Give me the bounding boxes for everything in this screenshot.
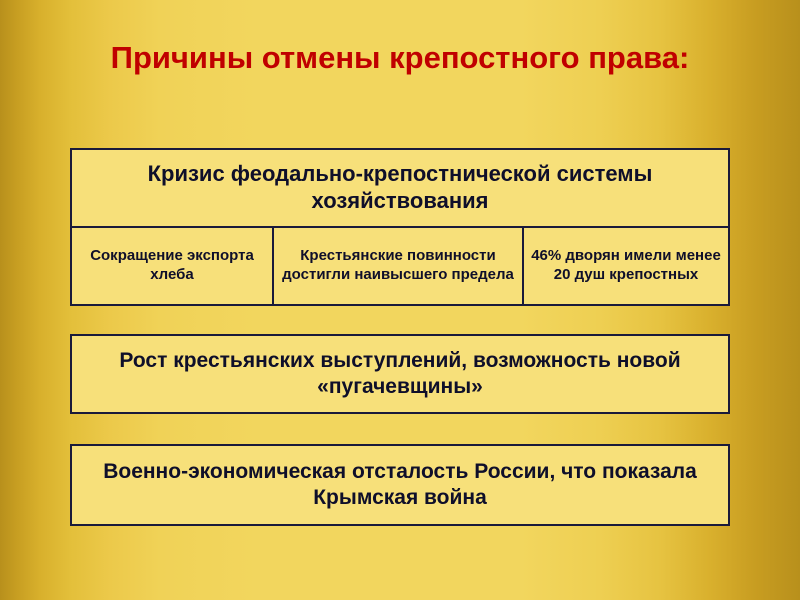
cause-column-3: 46% дворян имели менее 20 душ крепостных: [522, 228, 728, 304]
cause-column-2: Крестьянские повинности достигли наивысшего предела: [272, 228, 522, 304]
reason-block-2: [70, 334, 730, 414]
main-cause-block: [70, 148, 730, 306]
main-cause-columns: [72, 228, 728, 304]
reason-text-3: Военно-экономическая отсталость России, что показала Крымская война: [103, 459, 697, 509]
main-cause-heading: Кризис феодально-крепостнической системы хозяйствования: [72, 150, 728, 228]
cause-column-1: Сокращение экспорта хлеба: [90, 247, 254, 283]
reason-text-2: Рост крестьянских выступлений, возможность новой «пугачевщины»: [119, 348, 681, 398]
page-title: Причины отмены крепостного права:: [110, 40, 690, 75]
reason-block-3: [70, 444, 730, 526]
